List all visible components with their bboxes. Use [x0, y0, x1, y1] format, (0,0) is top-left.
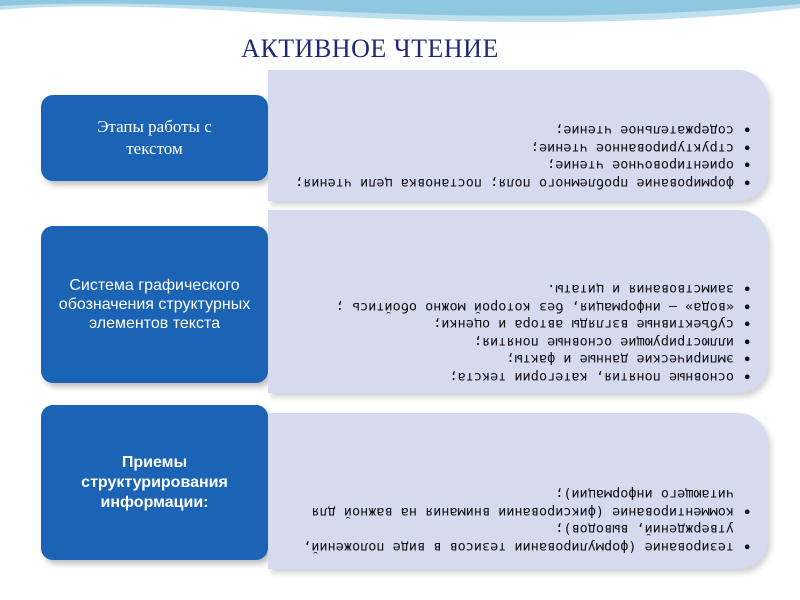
list-item: • основные понятия, категории текста;	[292, 368, 754, 386]
stage-label: Приемы структурирования информации:	[81, 453, 228, 511]
stage-box-graphic-system	[41, 226, 268, 383]
list-item: • заимствования и цитаты.	[292, 280, 754, 298]
list-item: • иллюстрирующие основные понятия;	[292, 333, 754, 351]
list-item: • «вода» – информация, без которой можно обойтись ;	[292, 298, 754, 316]
stage-label: Система графического обозначения структурных элементов текста	[58, 277, 251, 332]
list-item: • структурированное чтение;	[292, 139, 754, 157]
stage-label: Этапы работы с текстом	[97, 117, 212, 158]
list-item: • тезирование (формулировании тезисов в виде положений, утверждений, выводов);	[292, 520, 754, 555]
flipped-text-block	[268, 413, 768, 569]
stage-box-structuring	[41, 405, 268, 560]
list-item: • содержательное чтение;	[292, 121, 754, 139]
list-item: • комментирование (фиксировании внимания на важной для читающего информации);	[292, 485, 754, 520]
flipped-text-block	[268, 210, 768, 393]
stage-content-panel	[268, 413, 768, 569]
list-item: • формирование проблемного поля; постановка цели чтения;	[292, 174, 754, 192]
stage-box-work-stages	[41, 95, 268, 181]
flipped-text-block	[268, 70, 768, 201]
stage-content-panel	[268, 210, 768, 393]
list-item: • субъективные взгляды автора и оценки;	[292, 315, 754, 333]
list-item: • эмпирические данные и факты;	[292, 350, 754, 368]
stage-content-panel	[268, 70, 768, 201]
list-item: • ориентировочное чтение;	[292, 156, 754, 174]
slide-title: АКТИВНОЕ ЧТЕНИЕ	[241, 34, 499, 63]
